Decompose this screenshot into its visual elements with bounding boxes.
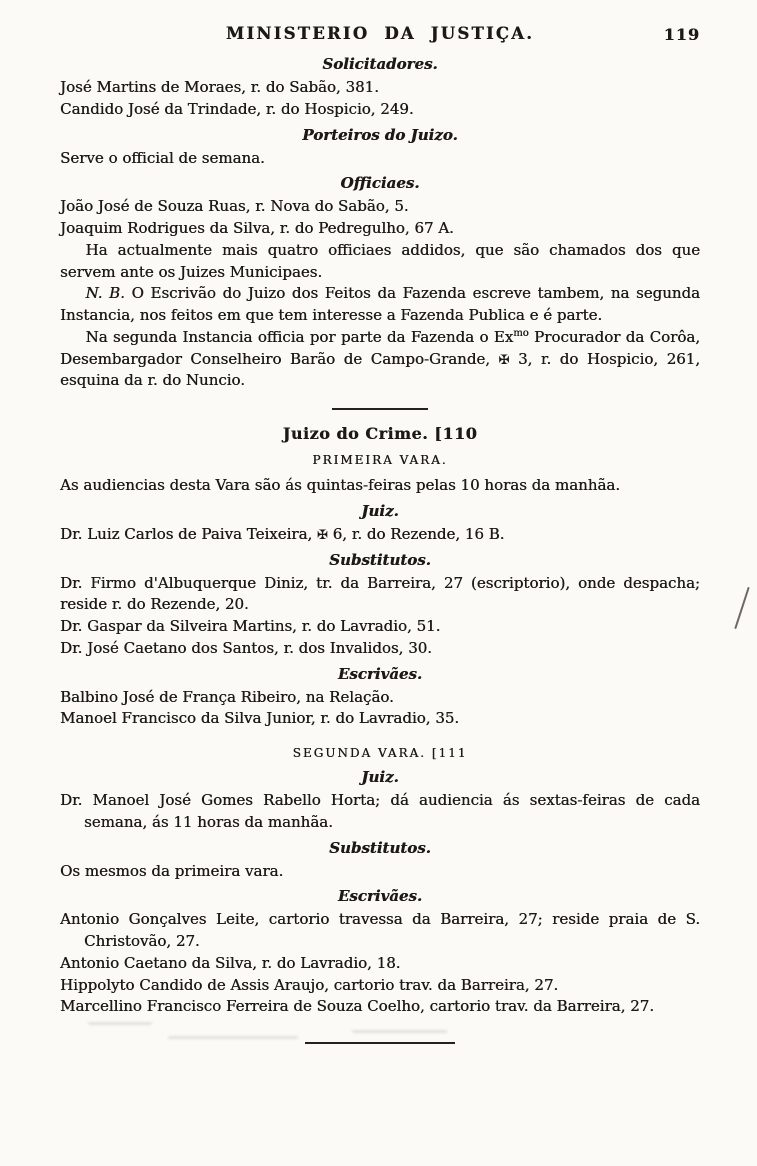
- paragraph-addidos: Ha actualmente mais quatro officiaes addidos, que são chamados dos que servem ante os Juizes Municipaes.: [60, 240, 700, 281]
- heading-escrivaes-primeira: Escrivães.: [337, 664, 423, 683]
- audiencias-note: As audiencias desta Vara são ás quintas-feiras pelas 10 horas da manhãa.: [60, 476, 621, 495]
- section-divider: [332, 408, 428, 410]
- heading-segunda-vara: SEGUNDA VARA. [111: [292, 746, 468, 761]
- page-number: 119: [663, 25, 700, 44]
- paragraph-nota-bene: [60, 283, 700, 327]
- juiz-text-2: 6, r. do Rezende, 16 B.: [327, 524, 505, 543]
- entry-line: Marcellino Francisco Ferreira de Souza Coelho, cartorio trav. da Barreira, 27.: [60, 997, 654, 1016]
- heading-substitutos-segunda: Substitutos.: [329, 838, 431, 857]
- fazenda-text-3: 3, r. do Hospicio, 261, esquina da r. do Nuncio.: [60, 349, 700, 390]
- entry-line: João José de Souza Ruas, r. Nova do Sabão, 5.: [60, 197, 409, 216]
- entry-line: Dr. Firmo d'Albuquerque Diniz, tr. da Barreira, 27 (escriptorio), onde despacha; reside r. do Rezende, 20.: [60, 573, 700, 614]
- heading-juizo-do-crime: Juizo do Crime. [110: [282, 424, 478, 444]
- entry-line: Candido José da Trindade, r. do Hospicio, 249.: [60, 99, 414, 118]
- heading-porteiros: Porteiros do Juizo.: [302, 125, 458, 144]
- heading-solicitadores: Solicitadores.: [322, 55, 438, 73]
- superscript-mo: mo: [513, 327, 529, 339]
- entry-line: Balbino José de França Ribeiro, na Relação.: [60, 687, 394, 706]
- entry-line: Joaquim Rodrigues da Silva, r. do Pedregulho, 67 A.: [60, 219, 454, 237]
- heading-escrivaes-segunda: Escrivães.: [337, 887, 423, 906]
- heading-officiaes: Officiaes.: [340, 174, 420, 193]
- entry-line: Antonio Gonçalves Leite, cartorio travessa da Barreira, 27; reside praia de S. Christovão, 27.: [60, 910, 700, 951]
- entry-line: Manoel Francisco da Silva Junior, r. do Lavradio, 35.: [60, 709, 460, 728]
- heading-juiz-segunda: Juiz.: [361, 768, 399, 787]
- substitutos-note: Os mesmos da primeira vara.: [60, 861, 284, 880]
- entry-line: José Martins de Moraes, r. do Sabão, 381.: [60, 78, 379, 96]
- entry-line: Antonio Caetano da Silva, r. do Lavradio, 18.: [60, 953, 401, 972]
- page-header: [60, 24, 700, 43]
- show-through-artifact: [168, 1036, 298, 1039]
- entry-line: Dr. José Caetano dos Santos, r. dos Invalidos, 30.: [60, 638, 432, 657]
- porteiros-note: Serve o official de semana.: [60, 148, 265, 167]
- entry-line: Dr. Manoel José Gomes Rabello Horta; dá audiencia ás sextas-feiras de cada semana, ás 11 horas da manhãa.: [60, 791, 700, 831]
- paragraph-fazenda: [60, 327, 700, 392]
- entry-line: [60, 524, 700, 546]
- heading-juiz-primeira: Juiz.: [361, 501, 399, 520]
- nb-text: O Escrivão do Juizo dos Feitos da Fazenda escreve tambem, na segunda Instancia, nos feitos em que tem interesse a Fazenda Publica e é parte.: [60, 284, 700, 324]
- medal-insignia-icon: ✠: [316, 527, 328, 543]
- bottom-divider: [305, 1042, 455, 1044]
- heading-primeira-vara: PRIMEIRA VARA.: [312, 453, 448, 468]
- fazenda-text-2: Procurador da Corôa, Desembargador Conselheiro Barão de Campo-Grande,: [60, 327, 700, 368]
- show-through-artifact: [352, 1030, 447, 1033]
- running-title: MINISTERIO DA JUSTIÇA.: [225, 24, 535, 43]
- heading-substitutos-primeira: Substitutos.: [329, 550, 431, 569]
- nb-label: N. B.: [85, 284, 125, 303]
- show-through-artifact: [88, 1022, 152, 1025]
- order-insignia-icon: ✠: [498, 352, 510, 368]
- fazenda-text-1: Na segunda Instancia officia por parte da Fazenda o Ex: [85, 327, 514, 346]
- juiz-text-1: Dr. Luiz Carlos de Paiva Teixeira,: [60, 524, 317, 543]
- entry-line: Hippolyto Candido de Assis Araujo, cartorio trav. da Barreira, 27.: [60, 975, 559, 994]
- entry-line: Dr. Gaspar da Silveira Martins, r. do Lavradio, 51.: [60, 617, 441, 636]
